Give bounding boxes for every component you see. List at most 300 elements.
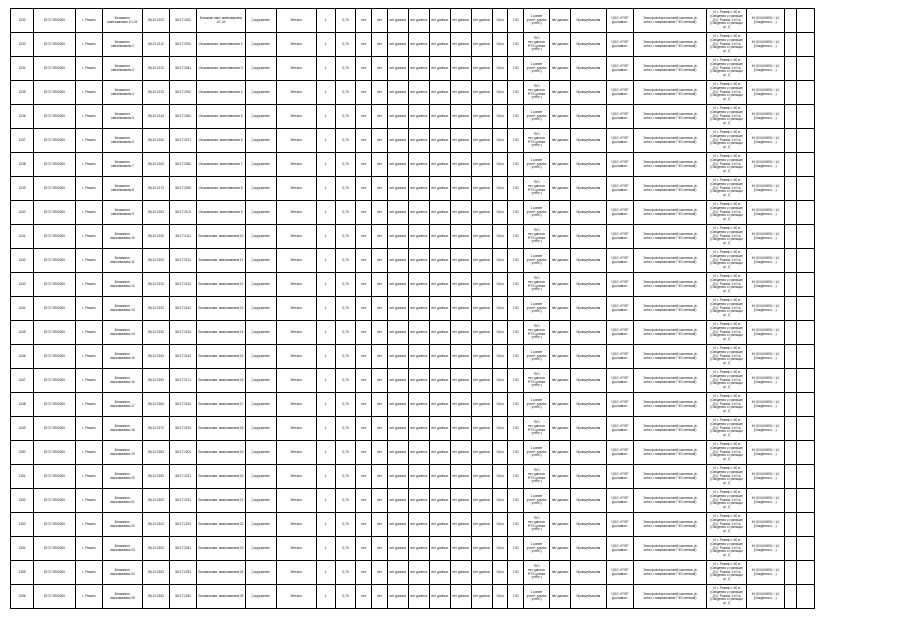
cell-name: Безымянн. именованием 7 (103, 153, 143, 177)
cell-org: ООО «Р.ОР Доставка» (606, 33, 633, 57)
cell-cat: нет данных (550, 321, 571, 345)
cell-cad: 67:27:0000000 (34, 513, 76, 537)
cell-p5: нет данных (471, 297, 492, 321)
cell-p4: нет данных (450, 297, 471, 321)
cell-own: Муниципальная (571, 273, 607, 297)
cell-p4: нет данных (450, 201, 471, 225)
cell-w1: нет (356, 153, 372, 177)
cell-kind: Сооружение (245, 297, 276, 321)
cell-cad: 67:27:0000000 (34, 249, 76, 273)
cell-cat: нет данных (550, 561, 571, 585)
cell-c6: 56:17:2061 (170, 105, 197, 129)
cell-p3: нет данных (429, 441, 450, 465)
cell-c6: 56:17:2091 (170, 177, 197, 201)
cell-kind: Сооружение (245, 585, 276, 609)
cell-name: Безымянн. именованием 24 (103, 561, 143, 585)
cell-cat: нет данных (550, 225, 571, 249)
cell-base: 1 ранее учтен. (ранее учтен.) (523, 249, 549, 273)
cell-name: Безымянн. именованием 9 (103, 201, 143, 225)
cell-d1: 1/5 м (492, 369, 508, 393)
cell-blank2 (797, 513, 815, 537)
cell-d2: 1,52 (508, 201, 524, 225)
cell-addr: Безымянная. именованием 10 (197, 225, 245, 249)
cell-d2: 1,52 (508, 417, 524, 441)
cell-cat: нет данных (550, 81, 571, 105)
cell-num: 1247 (11, 369, 34, 393)
cell-org: ООО «Р.ОР Доставка» (606, 537, 633, 561)
cell-name: Безымянн. именованием 3 (103, 57, 143, 81)
cell-p3: нет данных (429, 537, 450, 561)
cell-d2: 1,52 (508, 537, 524, 561)
cell-org: ООО «Р.ОР Доставка» (606, 249, 633, 273)
cell-rec: 40:02:0000001 / 14 (Сведения о ...) (746, 225, 784, 249)
cell-n2: 0,75 (335, 369, 356, 393)
cell-p1: нет данных (387, 177, 408, 201)
cell-mat: Металл (276, 537, 316, 561)
cell-p2: нет данных (408, 57, 429, 81)
cell-use: Электроэнергетический комплекс (в сетях с напряжением ГЭО-сетевой) (633, 585, 706, 609)
cell-mat: Металл (276, 105, 316, 129)
cell-p1: нет данных (387, 249, 408, 273)
cell-c6: 56:17:2141 (170, 297, 197, 321)
cell-use: Электроэнергетический комплекс (в сетях с напряжением ГЭО-сетевой) (633, 273, 706, 297)
cell-p4: нет данных (450, 393, 471, 417)
cell-num: 1253 (11, 513, 34, 537)
cell-own: Муниципальная (571, 297, 607, 321)
cell-addr: Безымянная. именованием 4 (197, 81, 245, 105)
cell-mat: Металл (276, 81, 316, 105)
cell-own: Муниципальная (571, 249, 607, 273)
cell-rec: 40:02:0000001 / 14 (Сведения о ...) (746, 321, 784, 345)
cell-own: Муниципальная (571, 513, 607, 537)
cell-addr: Безымянная. именованием 22 (197, 513, 245, 537)
cell-rec: 40:02:0000001 / 14 (Сведения о ...) (746, 489, 784, 513)
cell-city: г. Рязань (75, 297, 102, 321)
cell-p3: нет данных (429, 465, 450, 489)
cell-use: Электроэнергетический комплекс (в сетях с напряжением ГЭО-сетевой) (633, 249, 706, 273)
cell-c5: 56:12:2272 (142, 417, 169, 441)
cell-city: г. Рязань (75, 561, 102, 585)
cell-rec: 40:02:0000001 / 14 (Сведения о ...) (746, 441, 784, 465)
cell-addr: Безымянная. именованием 6 (197, 129, 245, 153)
cell-cad: 67:27:0000000 (34, 465, 76, 489)
cell-blank2 (797, 249, 815, 273)
cell-org: ООО «Р.ОР Доставка» (606, 201, 633, 225)
cell-w1: нет (356, 129, 372, 153)
cell-org: ООО «Р.ОР Доставка» (606, 225, 633, 249)
cell-w2: нет (372, 81, 388, 105)
cell-p2: нет данных (408, 225, 429, 249)
cell-p5: нет данных (471, 393, 492, 417)
cell-n1: 1 (316, 537, 335, 561)
cell-blank1 (784, 513, 797, 537)
cell-p1: нет данных (387, 297, 408, 321)
cell-blank1 (784, 273, 797, 297)
cell-mat: Металл (276, 465, 316, 489)
table-row (11, 465, 815, 489)
cell-base: ТКО нет данных НТО (ранее учтен.) (523, 417, 549, 441)
cell-cad: 67:27:0000000 (34, 105, 76, 129)
cell-city: г. Рязань (75, 345, 102, 369)
cell-p3: нет данных (429, 369, 450, 393)
cell-cat: нет данных (550, 105, 571, 129)
cell-p5: нет данных (471, 417, 492, 441)
cell-p3: нет данных (429, 489, 450, 513)
cell-w1: нет (356, 489, 372, 513)
cell-num: 1238 (11, 153, 34, 177)
table-row (11, 561, 815, 585)
cell-n2: 0,75 (335, 201, 356, 225)
cell-rec: 40:02:0000001 / 14 (Сведения о ...) (746, 369, 784, 393)
cell-cad: 67:27:0000000 (34, 9, 76, 33)
cell-own: Муниципальная (571, 585, 607, 609)
cell-n2: 0,75 (335, 177, 356, 201)
cell-mat: Металл (276, 273, 316, 297)
cell-p2: нет данных (408, 417, 429, 441)
cell-n2: 0,75 (335, 57, 356, 81)
cell-name: Безымянн. именованием 8 (103, 177, 143, 201)
cell-addr: Безымянная. именованием 14 (197, 321, 245, 345)
cell-p3: нет данных (429, 249, 450, 273)
cell-d1: 1/5 м (492, 561, 508, 585)
cell-blank1 (784, 321, 797, 345)
cell-p3: нет данных (429, 105, 450, 129)
cell-w2: нет (372, 105, 388, 129)
cell-city: г. Рязань (75, 33, 102, 57)
cell-use: Электроэнергетический комплекс (в сетях с напряжением ГЭО-сетевой) (633, 33, 706, 57)
cell-reg: 12 г. Рязань 1:00 м (Сведения о границах (3) г. Рязань 1:10 м (Сведения о границах гр. I) (707, 105, 747, 129)
cell-p4: нет данных (450, 249, 471, 273)
cell-n2: 0,75 (335, 81, 356, 105)
cell-kind: Сооружение (245, 153, 276, 177)
cell-org: ООО «Р.ОР Доставка» (606, 369, 633, 393)
cell-n2: 0,75 (335, 321, 356, 345)
cell-n2: 0,75 (335, 297, 356, 321)
cell-w2: нет (372, 225, 388, 249)
cell-addr: Безымянная. именованием 8 (197, 177, 245, 201)
table-row (11, 321, 815, 345)
cell-own: Муниципальная (571, 393, 607, 417)
cell-own: Муниципальная (571, 225, 607, 249)
cell-d2: 1,52 (508, 489, 524, 513)
cell-blank1 (784, 369, 797, 393)
cell-mat: Металл (276, 489, 316, 513)
cell-use: Электроэнергетический комплекс (в сетях с напряжением ГЭО-сетевой) (633, 393, 706, 417)
cell-cat: нет данных (550, 177, 571, 201)
cell-reg: 12 г. Рязань 1:00 м (Сведения о границах (3) г. Рязань 1:10 м (Сведения о границах гр. I) (707, 249, 747, 273)
cell-c5: 56:12:2252 (142, 369, 169, 393)
cell-d2: 1,52 (508, 369, 524, 393)
cell-blank2 (797, 441, 815, 465)
cell-blank2 (797, 321, 815, 345)
cell-c5: 56:12:2152 (142, 129, 169, 153)
cell-rec: 40:02:0000001 / 14 (Сведения о ...) (746, 9, 784, 33)
cell-num: 1248 (11, 393, 34, 417)
cell-p3: нет данных (429, 297, 450, 321)
cell-blank2 (797, 225, 815, 249)
cell-p3: нет данных (429, 177, 450, 201)
cell-p1: нет данных (387, 201, 408, 225)
cell-blank2 (797, 297, 815, 321)
cell-d2: 1,52 (508, 129, 524, 153)
cell-blank1 (784, 105, 797, 129)
cell-mat: Металл (276, 321, 316, 345)
cell-reg: 12 г. Рязань 1:00 м (Сведения о границах (3) г. Рязань 1:10 м (Сведения о границах гр. I) (707, 273, 747, 297)
cell-d2: 1,52 (508, 249, 524, 273)
cell-d1: 1/5 м (492, 273, 508, 297)
cell-kind: Сооружение (245, 489, 276, 513)
cell-p3: нет данных (429, 513, 450, 537)
cell-addr: Безымянная. именованием 12 (197, 273, 245, 297)
cell-blank2 (797, 273, 815, 297)
cell-reg: 12 г. Рязань 1:00 м (Сведения о границах (3) г. Рязань 1:10 м (Сведения о границах гр. I) (707, 441, 747, 465)
cell-w1: нет (356, 177, 372, 201)
cell-w2: нет (372, 297, 388, 321)
cell-n1: 1 (316, 369, 335, 393)
table-row (11, 585, 815, 609)
cell-mat: Металл (276, 153, 316, 177)
cell-num: 1245 (11, 321, 34, 345)
cell-p2: нет данных (408, 561, 429, 585)
cell-w1: нет (356, 465, 372, 489)
cell-city: г. Рязань (75, 57, 102, 81)
cell-d2: 1,52 (508, 513, 524, 537)
cell-n1: 1 (316, 561, 335, 585)
cell-c5: 56:12:2232 (142, 321, 169, 345)
cell-cat: нет данных (550, 585, 571, 609)
cell-cat: нет данных (550, 9, 571, 33)
cell-org: ООО «Р.ОР Доставка» (606, 393, 633, 417)
cell-p3: нет данных (429, 561, 450, 585)
cell-w1: нет (356, 81, 372, 105)
cell-d2: 1,52 (508, 9, 524, 33)
cell-cad: 67:27:0000000 (34, 393, 76, 417)
table-row (11, 249, 815, 273)
cell-name: Безымянн. именованием 4 (103, 81, 143, 105)
cell-base: ТКО нет данных НТО (ранее учтен.) (523, 33, 549, 57)
cell-w1: нет (356, 105, 372, 129)
cell-org: ООО «Р.ОР Доставка» (606, 273, 633, 297)
cell-d1: 1/5 м (492, 33, 508, 57)
cell-p4: нет данных (450, 417, 471, 441)
cell-addr: Безымянная. именованием 19 (197, 441, 245, 465)
cell-num: 1252 (11, 489, 34, 513)
cell-org: ООО «Р.ОР Доставка» (606, 105, 633, 129)
cell-d1: 1/5 м (492, 321, 508, 345)
cell-blank1 (784, 537, 797, 561)
cell-p1: нет данных (387, 57, 408, 81)
cell-name: Безымянн. именованием 19 (103, 441, 143, 465)
table-row (11, 33, 815, 57)
cell-city: г. Рязань (75, 273, 102, 297)
cell-blank2 (797, 9, 815, 33)
cell-p1: нет данных (387, 369, 408, 393)
cell-cat: нет данных (550, 273, 571, 297)
cell-city: г. Рязань (75, 489, 102, 513)
cell-p3: нет данных (429, 57, 450, 81)
cell-num: 1250 (11, 441, 34, 465)
cell-use: Электроэнергетический комплекс (в сетях с напряжением ГЭО-сетевой) (633, 129, 706, 153)
cell-w2: нет (372, 57, 388, 81)
cell-c6: 56:17:2211 (170, 465, 197, 489)
cell-d2: 1,52 (508, 105, 524, 129)
cell-d1: 1/5 м (492, 249, 508, 273)
cell-org: ООО «Р.ОР Доставка» (606, 129, 633, 153)
cell-use: Электроэнергетический комплекс (в сетях с напряжением ГЭО-сетевой) (633, 465, 706, 489)
cell-p3: нет данных (429, 585, 450, 609)
cell-c5: 56:12:2132 (142, 81, 169, 105)
cell-p2: нет данных (408, 201, 429, 225)
cell-n2: 0,75 (335, 33, 356, 57)
cell-use: Электроэнергетический комплекс (в сетях с напряжением ГЭО-сетевой) (633, 489, 706, 513)
cell-addr: Безымянная. именованием 25 (197, 585, 245, 609)
cell-w2: нет (372, 345, 388, 369)
cell-p2: нет данных (408, 441, 429, 465)
cell-blank2 (797, 417, 815, 441)
cell-reg: 12 г. Рязань 1:00 м (Сведения о границах (3) г. Рязань 1:10 м (Сведения о границах гр. I) (707, 81, 747, 105)
cell-blank2 (797, 345, 815, 369)
cell-mat: Металл (276, 561, 316, 585)
cell-p4: нет данных (450, 585, 471, 609)
cell-p5: нет данных (471, 537, 492, 561)
cell-use: Электроэнергетический комплекс (в сетях с напряжением ГЭО-сетевой) (633, 513, 706, 537)
cell-p3: нет данных (429, 393, 450, 417)
cell-cat: нет данных (550, 489, 571, 513)
cell-p4: нет данных (450, 321, 471, 345)
cell-p5: нет данных (471, 561, 492, 585)
cell-use: Электроэнергетический комплекс (в сетях с напряжением ГЭО-сетевой) (633, 297, 706, 321)
cell-p4: нет данных (450, 273, 471, 297)
cell-d1: 1/5 м (492, 57, 508, 81)
cell-n2: 0,75 (335, 345, 356, 369)
cell-rec: 40:02:0000001 / 14 (Сведения о ...) (746, 201, 784, 225)
cell-kind: Сооружение (245, 177, 276, 201)
cell-addr: Безымянная. именованием 5 (197, 105, 245, 129)
cell-org: ООО «Р.ОР Доставка» (606, 561, 633, 585)
cell-num: 1239 (11, 177, 34, 201)
cell-org: ООО «Р.ОР Доставка» (606, 585, 633, 609)
cell-num: 1256 (11, 585, 34, 609)
cell-addr: Безымянная. именованием 23 (197, 537, 245, 561)
cell-cad: 67:27:0000000 (34, 441, 76, 465)
cell-p2: нет данных (408, 393, 429, 417)
cell-w2: нет (372, 201, 388, 225)
cell-w1: нет (356, 249, 372, 273)
cell-d1: 1/5 м (492, 537, 508, 561)
cell-d1: 1/5 м (492, 489, 508, 513)
cell-blank2 (797, 369, 815, 393)
cell-addr: Безымянная. именованием 16 (197, 369, 245, 393)
cell-base: ТКО нет данных НТО (ранее учтен.) (523, 177, 549, 201)
cell-cad: 67:27:0000000 (34, 321, 76, 345)
cell-n1: 1 (316, 129, 335, 153)
cell-name: Безымянн. именованием 23 (103, 537, 143, 561)
cell-d1: 1/5 м (492, 441, 508, 465)
table-row (11, 369, 815, 393)
cell-p4: нет данных (450, 489, 471, 513)
cell-c6: 56:17:2181 (170, 393, 197, 417)
cell-d1: 1/5 м (492, 465, 508, 489)
cell-org: ООО «Р.ОР Доставка» (606, 489, 633, 513)
cell-blank2 (797, 81, 815, 105)
table-row (11, 57, 815, 81)
cell-p3: нет данных (429, 33, 450, 57)
cell-d1: 1/5 м (492, 393, 508, 417)
cell-rec: 40:02:0000001 / 14 (Сведения о ...) (746, 345, 784, 369)
cell-n1: 1 (316, 153, 335, 177)
cell-name: Безымянн. именованием 1/1-41 (103, 9, 143, 33)
cell-use: Электроэнергетический комплекс (в сетях с напряжением ГЭО-сетевой) (633, 417, 706, 441)
cell-kind: Сооружение (245, 81, 276, 105)
cell-base: 1 ранее учтен. (ранее учтен.) (523, 57, 549, 81)
cell-rec: 40:02:0000001 / 14 (Сведения о ...) (746, 105, 784, 129)
cell-blank1 (784, 33, 797, 57)
cell-mat: Металл (276, 57, 316, 81)
cell-use: Электроэнергетический комплекс (в сетях с напряжением ГЭО-сетевой) (633, 153, 706, 177)
cell-mat: Металл (276, 201, 316, 225)
cell-c6: 56:17:2081 (170, 153, 197, 177)
cell-name: Безымянн. именованием 5 (103, 105, 143, 129)
cell-w2: нет (372, 393, 388, 417)
cell-p2: нет данных (408, 537, 429, 561)
cell-use: Электроэнергетический комплекс (в сетях с напряжением ГЭО-сетевой) (633, 177, 706, 201)
cell-mat: Металл (276, 585, 316, 609)
cell-reg: 12 г. Рязань 1:00 м (Сведения о границах (3) г. Рязань 1:10 м (Сведения о границах гр. I) (707, 513, 747, 537)
cell-p3: нет данных (429, 417, 450, 441)
cell-addr: Безымянная. именованием 15 (197, 345, 245, 369)
cell-p4: нет данных (450, 225, 471, 249)
cell-city: г. Рязань (75, 585, 102, 609)
cell-blank1 (784, 585, 797, 609)
cell-blank2 (797, 537, 815, 561)
cell-c6: 56:17:2231 (170, 513, 197, 537)
cell-org: ООО «Р.ОР Доставка» (606, 177, 633, 201)
table-row (11, 513, 815, 537)
cell-org: ООО «Р.ОР Доставка» (606, 321, 633, 345)
cell-blank1 (784, 297, 797, 321)
cell-d2: 1,52 (508, 393, 524, 417)
cell-blank1 (784, 417, 797, 441)
cell-addr: Безымянная. именованием 11 (197, 249, 245, 273)
cell-p1: нет данных (387, 225, 408, 249)
cell-blank2 (797, 489, 815, 513)
cell-blank1 (784, 81, 797, 105)
cell-p2: нет данных (408, 9, 429, 33)
cell-rec: 40:02:0000001 / 14 (Сведения о ...) (746, 57, 784, 81)
cell-n1: 1 (316, 225, 335, 249)
cell-cad: 67:27:0000000 (34, 177, 76, 201)
cell-cad: 67:27:0000000 (34, 537, 76, 561)
cell-d2: 1,52 (508, 225, 524, 249)
cell-n2: 0,75 (335, 537, 356, 561)
cell-w1: нет (356, 33, 372, 57)
cell-mat: Металл (276, 393, 316, 417)
cell-cat: нет данных (550, 57, 571, 81)
cell-p4: нет данных (450, 465, 471, 489)
cell-kind: Сооружение (245, 201, 276, 225)
cell-c6: 56:17:2041 (170, 57, 197, 81)
cell-w1: нет (356, 537, 372, 561)
cell-num: 1235 (11, 81, 34, 105)
cell-reg: 12 г. Рязань 1:00 м (Сведения о границах (3) г. Рязань 1:10 м (Сведения о границах гр. I) (707, 321, 747, 345)
cell-name: Безымянн. именованием 6 (103, 129, 143, 153)
cell-n1: 1 (316, 201, 335, 225)
cell-w2: нет (372, 465, 388, 489)
cell-c5: 56:12:2182 (142, 201, 169, 225)
cell-c5: 56:12:2282 (142, 441, 169, 465)
cell-d2: 1,52 (508, 585, 524, 609)
cell-blank1 (784, 225, 797, 249)
